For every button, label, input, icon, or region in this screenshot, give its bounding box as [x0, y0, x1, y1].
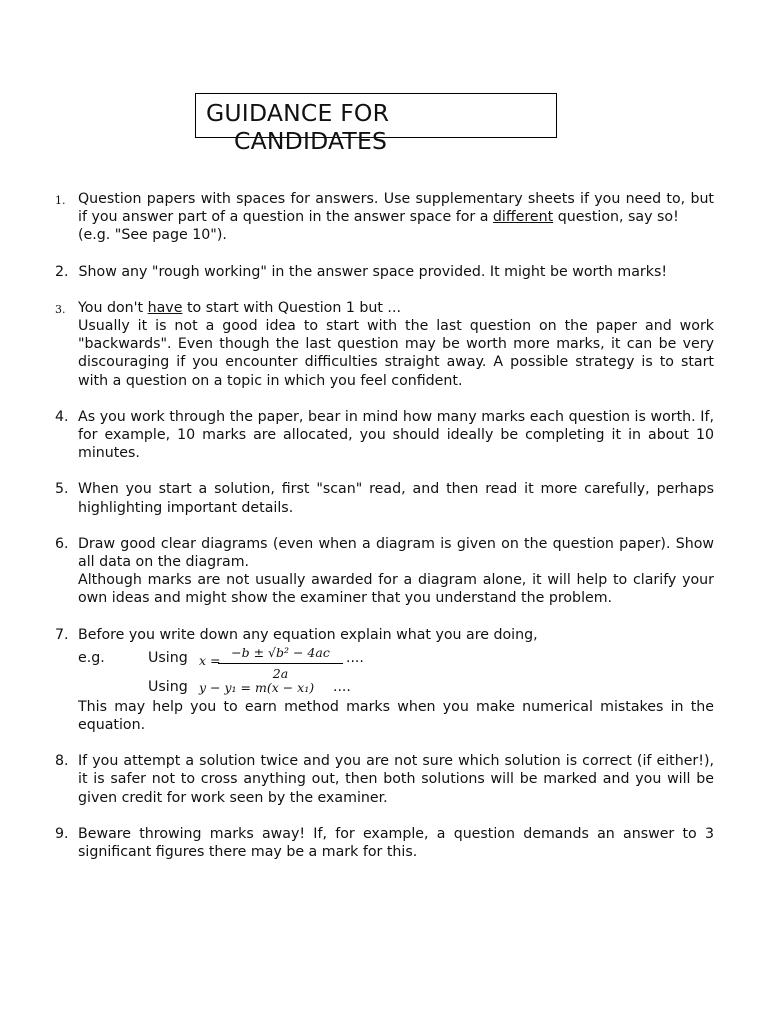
item-text: Usually it is not a good idea to start with the last question on the paper and work "backwards". Even though the last question may be worth more marks, it can be very discouraging if you encounter difficulties straight away. A possible strategy is to start with a question on a topic in which you feel confident. [78, 318, 714, 389]
using-label: Using [148, 678, 188, 695]
page-title: GUIDANCE FOR [206, 99, 390, 127]
item-text: Draw good clear diagrams (even when a diagram is given on the question paper). Show all data on the diagram. [78, 535, 714, 571]
list-item-4 [55, 408, 714, 463]
ellipsis: .... [346, 649, 364, 666]
line-equation-formula: y − y₁ = m(x − x₁) [199, 679, 315, 695]
item-text: Before you write down any equation explain what you are doing, [78, 626, 538, 643]
item-text: You don't [78, 299, 148, 316]
list-item-6 [55, 535, 714, 608]
item-number: 7. [55, 626, 69, 643]
list-item-5 [55, 480, 714, 516]
item-text: question, say so! [553, 209, 679, 226]
item-number: 5. [55, 481, 69, 498]
formula-x-equals: x = [199, 652, 221, 668]
item-text: Show any "rough working" in the answer space provided. It might be worth marks! [78, 263, 668, 280]
list-item-2 [55, 263, 714, 281]
item-number: 9. [55, 825, 69, 842]
item-text: This may help you to earn method marks when you make numerical mistakes in the equation. [78, 698, 714, 734]
page-title-line-2: CANDIDATES [234, 127, 388, 155]
list-item-8 [55, 752, 714, 807]
item-text: Question papers with spaces for answers. Use supplementary sheets if you need to, but if you answer part of a question in the answer space for a [78, 191, 714, 226]
item-text-example: (e.g. "See page 10"). [78, 227, 227, 244]
item-text: As you work through the paper, bear in mind how many marks each question is worth. If, for example, 10 marks are allocated, you should ideally be completing it in about 10 minutes. [78, 408, 714, 462]
item-number: 1. [55, 194, 66, 207]
item-text: to start with Question 1 but ... [182, 299, 401, 316]
item-text-underlined: have [147, 299, 183, 316]
list-item-3 [55, 299, 714, 390]
item-number: 3. [55, 302, 66, 316]
list-item-9 [55, 825, 714, 861]
guidance-list [55, 190, 714, 879]
item-text: Beware throwing marks away! If, for example, a question demands an answer to 3 significant figures there may be a mark for this. [78, 825, 714, 861]
formula-numerator: −b ± √b² − 4ac [218, 644, 343, 664]
item-text: When you start a solution, first "scan" read, and then read it more carefully, perhaps highlighting important details. [78, 481, 714, 516]
item-number: 8. [55, 753, 69, 770]
eg-label: e.g. [78, 649, 105, 666]
ellipsis: .... [333, 678, 351, 695]
item-number: 4. [55, 408, 69, 425]
title-box [195, 93, 557, 155]
using-label: Using [148, 649, 188, 666]
item-text: If you attempt a solution twice and you are not sure which solution is correct (if either!), it is safer not to cross anything out, then both solutions will be marked and you will be given credit for work seen by the examiner. [78, 753, 714, 806]
list-item-1 [55, 190, 714, 245]
formula-line-2 [78, 678, 714, 698]
item-text: Although marks are not usually awarded for a diagram alone, it will help to clarify your own ideas and might show the examiner that you understand the problem. [78, 572, 714, 607]
item-text-underlined: different [492, 209, 554, 226]
item-number: 6. [55, 535, 69, 552]
list-item-7 [55, 626, 714, 735]
item-number: 2. [55, 263, 69, 280]
formula-denominator: 2a [272, 666, 289, 682]
formula-line-1 [78, 644, 714, 682]
